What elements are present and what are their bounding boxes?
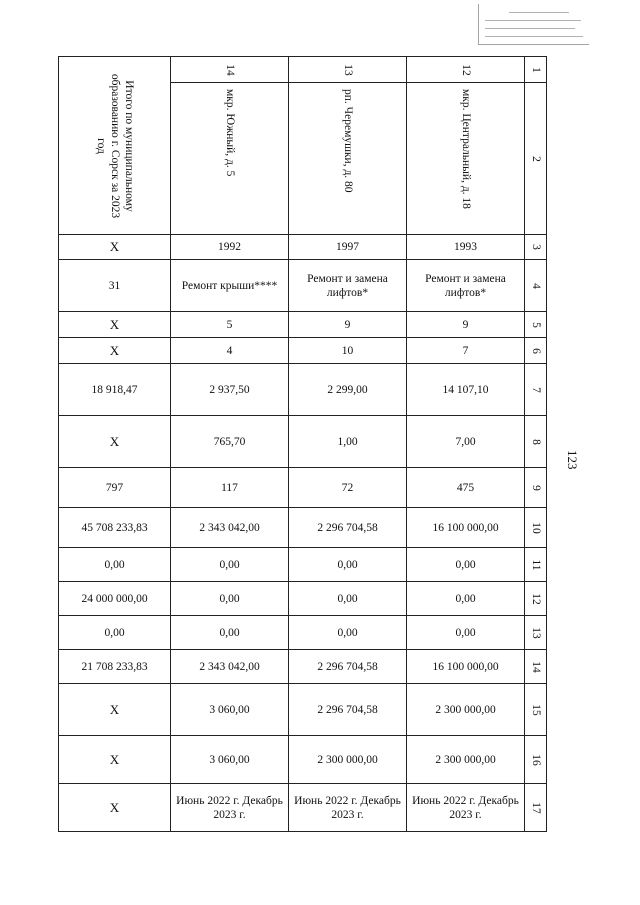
column-number-cell [525, 684, 547, 736]
value-cell: 4 [171, 338, 289, 364]
row-number: 14 [223, 63, 236, 76]
value-cell: 2 300 000,00 [407, 684, 525, 736]
total-value: Х [59, 338, 171, 364]
column-number: 2 [529, 155, 542, 162]
column-number-cell [525, 57, 547, 83]
value-cell: 1,00 [289, 416, 407, 468]
column-number-cell [525, 338, 547, 364]
data-table [58, 56, 547, 832]
column-number-cell [525, 650, 547, 684]
row-number: 12 [459, 63, 472, 76]
value-cell: 2 296 704,58 [289, 650, 407, 684]
table-row [59, 235, 547, 260]
column-number: 15 [529, 703, 542, 716]
value-cell: 765,70 [171, 416, 289, 468]
total-value: Х [59, 684, 171, 736]
total-label: Итого по муниципальному образованию г. Сорск за 2023 год [94, 73, 135, 218]
address-text: рп. Черемушки, д. 80 [341, 89, 354, 193]
table-row [59, 468, 547, 508]
column-number: 16 [529, 753, 542, 766]
value-cell: 2 296 704,58 [289, 684, 407, 736]
value-cell: 7 [407, 338, 525, 364]
total-value: 18 918,47 [59, 364, 171, 416]
value-cell: 2 343 042,00 [171, 650, 289, 684]
value-cell: 0,00 [407, 616, 525, 650]
value-cell: 475 [407, 468, 525, 508]
address-cell [171, 83, 289, 235]
total-value: Х [59, 235, 171, 260]
value-cell: 0,00 [289, 616, 407, 650]
address-cell [289, 83, 407, 235]
value-cell: Июнь 2022 г. Декабрь 2023 г. [407, 784, 525, 832]
column-number: 17 [529, 801, 542, 814]
value-cell: 0,00 [171, 548, 289, 582]
table-row [59, 784, 547, 832]
address-text: мкр. Южный, д. 5 [223, 89, 236, 177]
column-number-cell [525, 508, 547, 548]
value-cell: 5 [171, 312, 289, 338]
value-cell: 72 [289, 468, 407, 508]
column-number: 11 [529, 558, 542, 571]
address-text: мкр. Центральный, д. 18 [459, 89, 472, 209]
value-cell: 2 937,50 [171, 364, 289, 416]
total-value: 21 708 233,83 [59, 650, 171, 684]
column-number: 5 [529, 321, 542, 328]
column-number: 7 [529, 386, 542, 393]
page-number: 123 [565, 450, 580, 470]
value-cell: 9 [289, 312, 407, 338]
table-row [59, 548, 547, 582]
value-cell: 2 300 000,00 [407, 736, 525, 784]
value-cell: 0,00 [171, 582, 289, 616]
value-cell: 2 296 704,58 [289, 508, 407, 548]
value-cell: 14 107,10 [407, 364, 525, 416]
column-number-cell [525, 416, 547, 468]
value-cell: 3 060,00 [171, 736, 289, 784]
value-cell: 16 100 000,00 [407, 508, 525, 548]
table-row [59, 57, 547, 83]
table-row [59, 338, 547, 364]
total-value: 0,00 [59, 616, 171, 650]
column-number-cell [525, 260, 547, 312]
table-row [59, 508, 547, 548]
total-value: 45 708 233,83 [59, 508, 171, 548]
table-row [59, 582, 547, 616]
value-cell: 2 343 042,00 [171, 508, 289, 548]
column-number: 12 [529, 592, 542, 605]
table-row [59, 650, 547, 684]
value-cell: 1997 [289, 235, 407, 260]
value-cell: 1993 [407, 235, 525, 260]
value-cell: 16 100 000,00 [407, 650, 525, 684]
value-cell: 0,00 [407, 548, 525, 582]
value-cell: 0,00 [289, 582, 407, 616]
column-number-cell [525, 582, 547, 616]
value-cell: 2 300 000,00 [289, 736, 407, 784]
value-cell: 0,00 [289, 548, 407, 582]
column-number: 3 [529, 244, 542, 250]
total-value: 0,00 [59, 548, 171, 582]
value-cell: Июнь 2022 г. Декабрь 2023 г. [171, 784, 289, 832]
column-number-cell [525, 235, 547, 260]
table-row [59, 312, 547, 338]
total-value: 31 [59, 260, 171, 312]
column-number-cell [525, 312, 547, 338]
table-row [59, 416, 547, 468]
total-value: Х [59, 416, 171, 468]
column-number-cell [525, 784, 547, 832]
value-cell: 3 060,00 [171, 684, 289, 736]
column-number: 14 [529, 660, 542, 673]
column-number-cell [525, 736, 547, 784]
table-row [59, 260, 547, 312]
value-cell: 9 [407, 312, 525, 338]
column-number: 9 [529, 484, 542, 491]
total-value: Х [59, 784, 171, 832]
value-cell: 2 299,00 [289, 364, 407, 416]
total-value: Х [59, 736, 171, 784]
column-number: 10 [529, 521, 542, 534]
column-number-cell [525, 364, 547, 416]
table-row [59, 616, 547, 650]
table-row [59, 364, 547, 416]
registration-stamp [478, 4, 589, 45]
value-cell: Июнь 2022 г. Декабрь 2023 г. [289, 784, 407, 832]
column-number: 4 [529, 282, 542, 289]
total-value: Х [59, 312, 171, 338]
column-number: 13 [529, 626, 542, 639]
total-value: 797 [59, 468, 171, 508]
row-number-cell [407, 57, 525, 83]
table-row [59, 736, 547, 784]
value-cell: 7,00 [407, 416, 525, 468]
column-number-cell [525, 468, 547, 508]
column-number-cell [525, 548, 547, 582]
address-cell [407, 83, 525, 235]
row-number: 13 [341, 63, 354, 76]
value-cell: 0,00 [407, 582, 525, 616]
value-cell: Ремонт крыши**** [171, 260, 289, 312]
table-row [59, 684, 547, 736]
column-number: 1 [529, 66, 542, 73]
column-number: 6 [529, 347, 542, 354]
value-cell: 10 [289, 338, 407, 364]
value-cell: Ремонт и замена лифтов* [289, 260, 407, 312]
value-cell: 117 [171, 468, 289, 508]
value-cell: Ремонт и замена лифтов* [407, 260, 525, 312]
row-number-cell [171, 57, 289, 83]
value-cell: 1992 [171, 235, 289, 260]
column-number-cell [525, 83, 547, 235]
total-value: 24 000 000,00 [59, 582, 171, 616]
column-number: 8 [529, 438, 542, 445]
row-number-cell [289, 57, 407, 83]
column-number-cell [525, 616, 547, 650]
value-cell: 0,00 [171, 616, 289, 650]
total-header-cell [59, 57, 171, 235]
